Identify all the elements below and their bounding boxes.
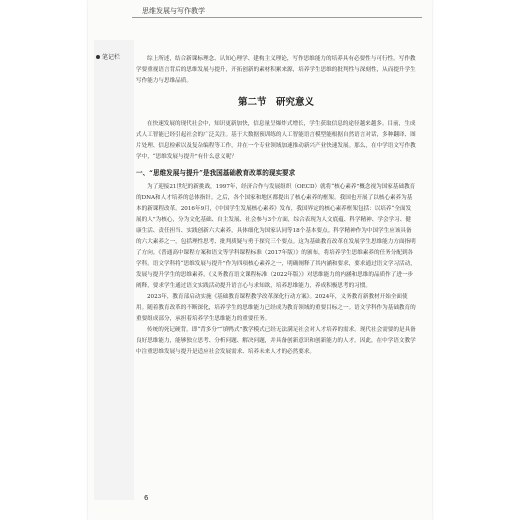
running-title: 思维发展与写作教学 — [142, 7, 205, 15]
header-rule — [132, 17, 422, 18]
section-intro-paragraph: 在快速发展的现代社会中，知识更新加快，信息量呈爆炸式增长，学生获取信息的途径越来越多。目前，生成式人工智能已经引起社会的广泛关注。基于大数据预训练的人工智能语言模型能根据自然语言对话，多种翻译、图片处理、信息检索以及复杂编程等工作，并在一个专业领域加速推动新兴产业快速发展。那么，在中学语文写作教学中，“思维发展与提升”有什么意义呢？ — [136, 121, 416, 160]
paragraph-1: 为了迎接21世纪的新挑战，1997年，经济合作与发展组织（OECD）就将“核心素养”概念视为国家基础教育的DNA和人才培养的总体指针。之后，各个国家和地区都提出了核心素养的框架。我国也开展了以核心素养为基本的新课程改革。2016年9月，《中国学生发展核心素养》发布，我国界定的核心素养框架包括：以培养“全面发展的人”为核心，分为文化基础、自主发展、社会参与3个方面，综合表现为人文底蕴、科学精神、学会学习、健康生活、责任担当、实践创新六大素养，具体细化为国家认同等18个基本要点。科学精神作为中国学生应该具备的六大素养之一，包括理性思考、批判质疑与勇于探究三个要点。这为基础教育改革在发展学生思维能力方面指明了方向。《普通高中课程方案和语文等学科课程标准（2017年版）》的颁布，将培养学生思维素养的任务分配到各学科。语文学科将“思维发展与提升”作为四项核心素养之一，明确阐释了其内涵和要求，要求通过语文学习活动，发展与提升学生的思维素养。《义务教育语文课程标准（2022年版）》对思维能力的内涵和思维的品质作了进一步阐释，要求学生通过语文实践活动提升语言心与求知欲，培养思维能力，养成积极思考的习惯。 — [136, 184, 416, 289]
notes-label — [96, 52, 120, 61]
paragraph-3: 传统的死记硬背，即“背多分”“填鸭式”教学模式已经无法满足社会对人才培养的需求。现代社会需要的是具备良好思维能力，能够独立思考、分析问题、解决问题，并具备创新意识和创新能力的人才。因此，在中学语文教学中注重思维发展与提升是适应社会发展需求、培养未来人才的必然要求。 — [136, 327, 416, 355]
paragraph-2: 2023年，教育部启动实施《基础教育课程教学改革深化行动方案》。2024年，义务教育新教材开始全面使用。随着教育改革的不断深化，培养学生的思维能力已经成为教育领域的重要目标之一。语文学科作为基础教育的重要组成部分，承担着培养学生思维能力的重要任务。 — [136, 294, 416, 322]
section-title: 第二节 研究意义 — [237, 97, 314, 108]
bullet-icon — [96, 55, 100, 59]
page-body — [136, 54, 416, 358]
page-header — [88, 0, 432, 22]
notes-column — [94, 40, 134, 500]
intro-paragraph: 综上所述，结合新课标理念、认知心理学、建构主义理论，写作思维能力的培养具有必要性与可行性。写作教学要重视语言背后的思维发展与提升，开拓创新的素材积累来源，培养学生思维的批判性与深刻性，从而提升学生写作能力与思维品质。 — [136, 56, 416, 84]
book-page — [88, 0, 432, 520]
notes-label-text: 笔记栏 — [102, 54, 121, 61]
subsection-title: 一、“思维发展与提升”是我国基础教育改革的现实要求 — [136, 169, 296, 177]
page-number: 6 — [144, 494, 149, 502]
